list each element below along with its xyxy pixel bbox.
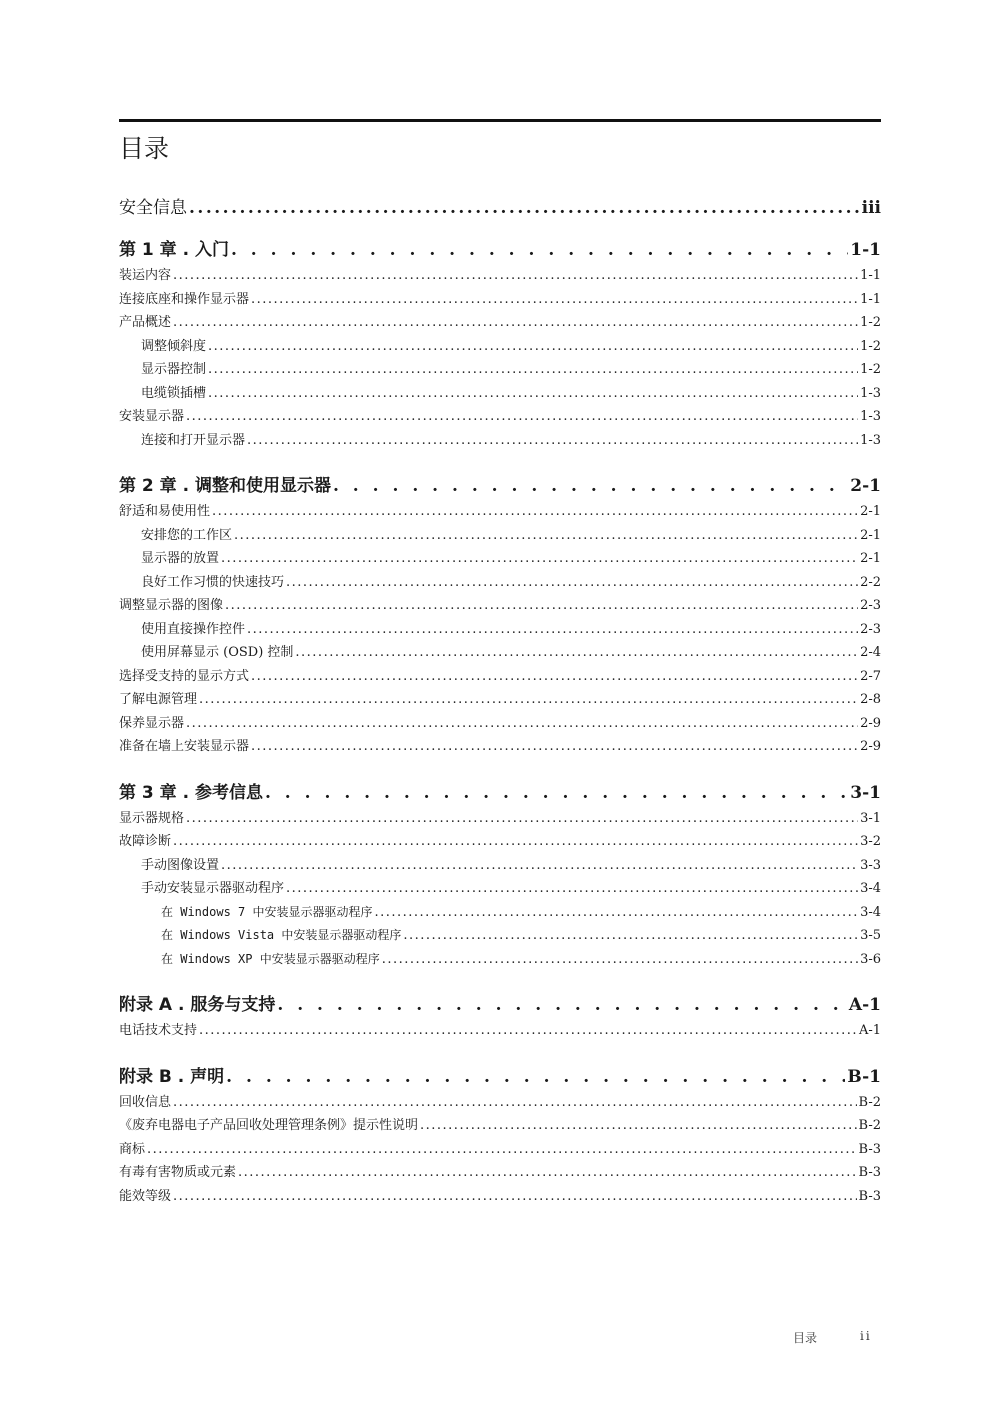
toc-entry-label: 在 Windows XP 中安装显示器驱动程序: [161, 951, 380, 966]
toc-entry-label: 选择受支持的显示方式: [119, 668, 250, 684]
toc-entry-page: 1-3: [860, 432, 881, 448]
toc-entry[interactable]: [119, 358, 881, 382]
dot-leader: [251, 735, 858, 759]
dot-leader: [208, 335, 858, 359]
toc-entry[interactable]: [119, 1138, 881, 1162]
dot-leader: [186, 712, 858, 736]
toc-entry-page: 2-8: [860, 692, 881, 707]
dot-leader: [212, 500, 858, 524]
toc-entry[interactable]: [119, 311, 881, 335]
toc-chapter-page: 3-1: [850, 782, 881, 803]
dot-leader: [226, 1063, 845, 1091]
toc-entry-label: 故障诊断: [119, 834, 172, 849]
toc-entry[interactable]: [119, 1091, 881, 1115]
toc-chapter-page: B-1: [847, 1066, 881, 1087]
toc-entry-label: 手动安装显示器驱动程序: [141, 881, 285, 896]
toc-entry[interactable]: [119, 500, 881, 524]
toc-entry-label: 装运内容: [119, 268, 172, 283]
toc-entry-page: 2-2: [860, 574, 881, 590]
toc-chapter-page: 1-1: [850, 240, 881, 260]
toc-entry-label: 能效等级: [119, 1188, 172, 1204]
toc-entry[interactable]: [119, 1161, 881, 1185]
top-rule: [119, 119, 881, 122]
toc-entry-page: 2-1: [860, 504, 881, 519]
dot-leader: [247, 429, 858, 453]
toc-entry-page: A-1: [858, 1023, 881, 1038]
toc-chapter-label: 第 2 章 . 调整和使用显示器: [119, 476, 331, 496]
toc-entry-label: 良好工作习惯的快速技巧: [141, 574, 285, 590]
dot-leader: [173, 1185, 857, 1209]
toc-chapter-page: 2-1: [850, 476, 881, 496]
table-of-contents: [119, 194, 881, 1208]
toc-entry-label: 电缆锁插槽: [141, 385, 207, 401]
toc-entry-page: 3-4: [860, 881, 881, 896]
dot-leader: [208, 382, 858, 406]
toc-entry[interactable]: [119, 405, 881, 429]
dot-leader: [234, 524, 858, 548]
dot-leader: [199, 688, 858, 712]
toc-entry-label: 产品概述: [119, 315, 172, 330]
dot-leader: [247, 618, 858, 642]
dot-leader: [403, 924, 858, 948]
dot-leader: [186, 807, 858, 831]
dot-leader: [333, 472, 848, 500]
toc-entry-label: 了解电源管理: [119, 692, 198, 707]
toc-entry[interactable]: [119, 547, 881, 571]
dot-leader: [238, 1161, 857, 1185]
toc-entry-page: 1-3: [860, 385, 881, 401]
dot-leader: [295, 641, 858, 665]
toc-chapter-label: 第 3 章 . 参考信息: [119, 782, 263, 803]
toc-entry-label: 手动图像设置: [141, 857, 220, 873]
toc-entry-page: 3-6: [860, 951, 881, 967]
toc-chapter-heading[interactable]: [119, 779, 881, 807]
toc-chapter-label: 第 1 章 . 入门: [119, 240, 229, 260]
toc-entry-page: 1-2: [860, 315, 881, 330]
dot-leader: [221, 547, 858, 571]
toc-entry-label: 准备在墙上安装显示器: [119, 739, 250, 754]
dot-leader: [382, 948, 858, 972]
toc-entry-page: 1-3: [860, 409, 881, 424]
dot-leader: [286, 571, 858, 595]
toc-entry-page: 1-1: [860, 268, 881, 283]
toc-entry[interactable]: [119, 948, 881, 972]
toc-entry-page: B-3: [858, 1141, 881, 1157]
toc-entry-label: 安排您的工作区: [141, 527, 233, 543]
toc-entry[interactable]: [119, 924, 881, 948]
toc-entry[interactable]: [119, 618, 881, 642]
toc-entry[interactable]: [119, 1019, 881, 1043]
toc-entry[interactable]: [119, 735, 881, 759]
toc-chapter-heading[interactable]: [119, 1063, 881, 1091]
toc-entry-page: 3-2: [860, 834, 881, 849]
toc-entry[interactable]: [119, 524, 881, 548]
toc-chapter-label: 附录 B . 声明: [119, 1066, 225, 1087]
toc-entry-label: 《废弃电器电子产品回收处理管理条例》提示性说明: [119, 1118, 419, 1133]
toc-entry-label: 保养显示器: [119, 715, 185, 731]
toc-entry[interactable]: [119, 429, 881, 453]
footer-page-number: ii: [860, 1329, 872, 1343]
toc-entry[interactable]: [119, 382, 881, 406]
toc-label: 安全信息: [119, 198, 187, 218]
toc-entry-page: 3-5: [860, 928, 881, 943]
toc-chapter-heading[interactable]: [119, 472, 881, 500]
dot-leader: [251, 665, 858, 689]
toc-entry-page: 2-9: [860, 715, 881, 731]
dot-leader: [173, 1091, 857, 1115]
toc-entry-label: 显示器的放置: [141, 551, 220, 566]
toc-entry-label: 调整倾斜度: [141, 338, 207, 354]
toc-entry-label: 在 Windows 7 中安装显示器驱动程序: [161, 904, 373, 919]
dot-leader: [186, 405, 858, 429]
toc-entry[interactable]: [119, 288, 881, 312]
toc-entry-page: 1-1: [860, 291, 881, 307]
toc-entry-page: B-3: [858, 1165, 881, 1180]
dot-leader: [225, 594, 858, 618]
dot-leader: [277, 991, 847, 1019]
toc-entry[interactable]: [119, 712, 881, 736]
toc-page: iii: [861, 198, 881, 218]
dot-leader: [265, 779, 848, 807]
toc-entry-label: 使用屏幕显示 (OSD) 控制: [141, 645, 294, 660]
toc-entry-page: 2-7: [860, 668, 881, 684]
toc-entry-label: 连接和打开显示器: [141, 432, 246, 448]
toc-entry-label: 回收信息: [119, 1094, 172, 1110]
footer-title: 目录: [793, 1331, 818, 1345]
toc-entry[interactable]: [119, 688, 881, 712]
dot-leader: [173, 830, 858, 854]
toc-entry[interactable]: [119, 830, 881, 854]
toc-entry-page: B-2: [858, 1094, 881, 1110]
dot-leader: [199, 1019, 857, 1043]
toc-entry[interactable]: [119, 807, 881, 831]
toc-entry[interactable]: [119, 854, 881, 878]
toc-entry-label: 安装显示器: [119, 409, 185, 424]
toc-entry-page: 3-4: [860, 904, 881, 920]
toc-entry-label: 商标: [119, 1141, 146, 1157]
toc-entry[interactable]: [119, 571, 881, 595]
toc-entry-label: 有毒有害物质或元素: [119, 1165, 237, 1180]
dot-leader: [420, 1114, 857, 1138]
toc-chapter-heading[interactable]: [119, 236, 881, 264]
toc-entry[interactable]: [119, 335, 881, 359]
toc-entry-page: 1-2: [860, 338, 881, 354]
toc-entry-label: 舒适和易使用性: [119, 504, 211, 519]
toc-entry-page: 2-3: [860, 598, 881, 613]
toc-safety[interactable]: [119, 194, 881, 222]
toc-entry-page: 3-3: [860, 857, 881, 873]
dot-leader: [286, 877, 858, 901]
toc-entry[interactable]: [119, 1114, 881, 1138]
toc-chapter-heading[interactable]: [119, 991, 881, 1019]
dot-leader: [251, 288, 858, 312]
toc-entry-label: 电话技术支持: [119, 1023, 198, 1038]
toc-entry-page: 3-1: [860, 810, 881, 826]
page-title: 目录: [119, 134, 170, 163]
dot-leader: [173, 264, 858, 288]
dot-leader: [208, 358, 858, 382]
toc-entry-page: 2-4: [860, 645, 881, 660]
toc-entry[interactable]: [119, 1185, 881, 1209]
toc-entry[interactable]: [119, 641, 881, 665]
toc-chapter-page: A-1: [848, 995, 881, 1015]
dot-leader: [231, 236, 848, 264]
toc-entry-label: 使用直接操作控件: [141, 621, 246, 637]
dot-leader: [173, 311, 858, 335]
toc-entry[interactable]: [119, 665, 881, 689]
toc-entry-label: 显示器控制: [141, 362, 207, 377]
toc-entry[interactable]: [119, 877, 881, 901]
toc-entry[interactable]: [119, 264, 881, 288]
dot-leader: [147, 1138, 857, 1162]
dot-leader: [374, 901, 858, 925]
toc-entry-page: 2-1: [860, 551, 881, 566]
toc-entry-label: 连接底座和操作显示器: [119, 291, 250, 307]
toc-entry-page: 2-1: [860, 527, 881, 543]
toc-entry-label: 显示器规格: [119, 810, 185, 826]
toc-entry-label: 调整显示器的图像: [119, 598, 224, 613]
toc-entry[interactable]: [119, 901, 881, 925]
toc-entry-page: 2-3: [860, 621, 881, 637]
dot-leader: [189, 194, 860, 222]
toc-entry-page: 1-2: [860, 362, 881, 377]
toc-entry-label: 在 Windows Vista 中安装显示器驱动程序: [161, 928, 402, 942]
dot-leader: [221, 854, 858, 878]
toc-entry[interactable]: [119, 594, 881, 618]
toc-chapter-label: 附录 A . 服务与支持: [119, 995, 276, 1015]
toc-entry-page: 2-9: [860, 739, 881, 754]
toc-entry-page: B-2: [858, 1118, 881, 1133]
toc-entry-page: B-3: [858, 1188, 881, 1204]
